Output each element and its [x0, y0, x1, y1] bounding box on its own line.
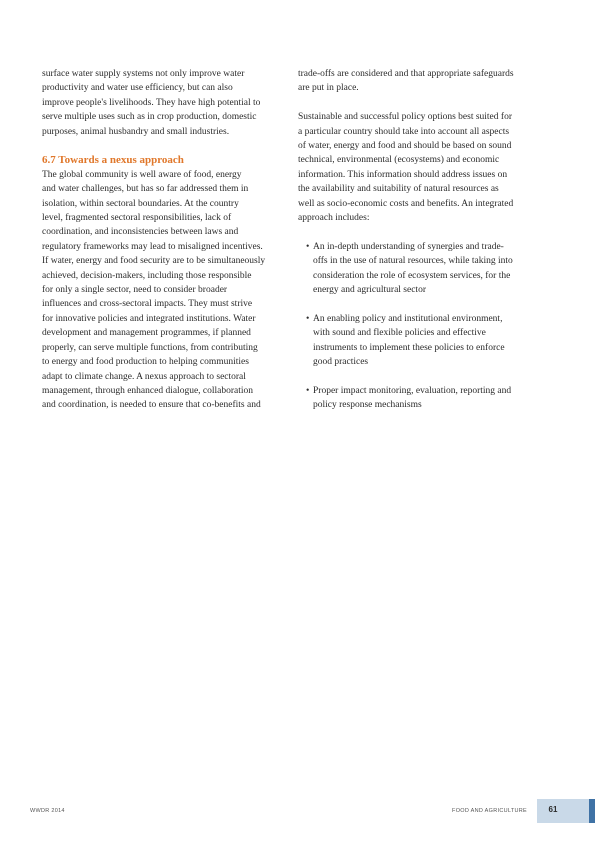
text-line: energy and agricultural sector: [313, 285, 426, 296]
section-heading: 6.7 Towards a nexus approach: [42, 154, 184, 167]
text-line: approach includes:: [298, 213, 370, 224]
policy-paragraph: [298, 110, 538, 225]
bullet-item: [298, 384, 538, 413]
text-line: a particular country should take into account all aspects: [298, 126, 510, 137]
page-number-box: [537, 799, 589, 823]
text-line: trade-offs are considered and that appropriate safeguards: [298, 69, 514, 79]
text-line: properly, can serve multiple functions, from contributing: [42, 342, 258, 353]
text-line: to energy and food production to helping communities: [42, 357, 249, 368]
text-line: achieved, decision-makers, including those responsible: [42, 270, 252, 281]
text-line: regulatory frameworks may lead to misaligned incentives.: [42, 241, 263, 252]
continued-paragraph: [298, 67, 538, 96]
text-line: of water, energy and food and should be based on sound: [298, 141, 512, 152]
text-line: with sound and flexible policies and effective: [313, 328, 486, 339]
body-paragraph: [42, 168, 288, 413]
text-line: consideration the role of ecosystem services, for the: [313, 270, 511, 281]
footer-publication: WWDR 2014: [30, 808, 65, 814]
page-edge-tab: [589, 799, 595, 823]
paragraph-spacer: [298, 96, 538, 110]
text-line: good practices: [313, 357, 369, 368]
text-line: If water, energy and food security are to be simultaneously: [42, 256, 266, 267]
text-line: for innovative policies and integrated institutions. Water: [42, 313, 256, 324]
bullet-icon: •: [306, 241, 310, 252]
text-line: well as socio-economic costs and benefits. An integrated: [298, 198, 514, 209]
text-line: serve multiple uses such as in crop production, domestic: [42, 112, 257, 123]
text-line: productivity and water use efficiency, but can also: [42, 83, 233, 94]
approach-bullet-list: [298, 240, 538, 413]
left-column: [42, 67, 288, 413]
text-line: Sustainable and successful policy options best suited for: [298, 112, 512, 123]
text-line: are put in place.: [298, 83, 359, 94]
bullet-icon: •: [306, 385, 310, 396]
text-line: An enabling policy and institutional environment,: [313, 313, 503, 324]
text-line: coordination, and inconsistencies between laws and: [42, 227, 239, 238]
text-line: technical, environmental (ecosystems) and economic: [298, 155, 500, 166]
bullet-item: [298, 240, 538, 298]
text-line: policy response mechanisms: [313, 400, 422, 411]
text-line: information. This information should address issues on: [298, 169, 508, 180]
text-line: improve people's livelihoods. They have high potential to: [42, 97, 261, 108]
bullet-item: [298, 312, 538, 370]
text-line: the availability and suitability of natural resources as: [298, 184, 499, 195]
text-line: offs in the use of natural resources, while taking into: [313, 256, 513, 267]
footer-chapter: FOOD AND AGRICULTURE: [452, 808, 527, 814]
text-line: An in-depth understanding of synergies and trade-: [313, 241, 504, 252]
bullet-icon: •: [306, 313, 310, 324]
text-line: Proper impact monitoring, evaluation, reporting and: [313, 385, 512, 396]
text-line: level, fragmented sectoral responsibilities, lack of: [42, 213, 232, 224]
text-line: instruments to implement these policies to enforce: [313, 342, 505, 353]
text-line: surface water supply systems not only improve water: [42, 69, 245, 79]
text-line: influences and cross-sectoral impacts. They must strive: [42, 299, 253, 310]
text-line: isolation, within sectoral boundaries. At the country: [42, 198, 239, 209]
text-line: development and management programmes, if planned: [42, 328, 251, 339]
text-line: and water challenges, but has so far addressed them in: [42, 184, 249, 195]
text-line: The global community is well aware of food, energy: [42, 169, 242, 180]
right-column: [298, 67, 538, 427]
page-number: 61: [548, 805, 558, 814]
text-line: management, through enhanced dialogue, collaboration: [42, 385, 254, 396]
text-line: purposes, animal husbandry and small industries.: [42, 126, 230, 137]
text-line: for only a single sector, need to consider broader: [42, 285, 228, 296]
text-line: adapt to climate change. A nexus approach to sectoral: [42, 371, 246, 382]
text-line: and coordination, is needed to ensure that co-benefits and: [42, 400, 261, 411]
intro-paragraph: [42, 67, 288, 139]
